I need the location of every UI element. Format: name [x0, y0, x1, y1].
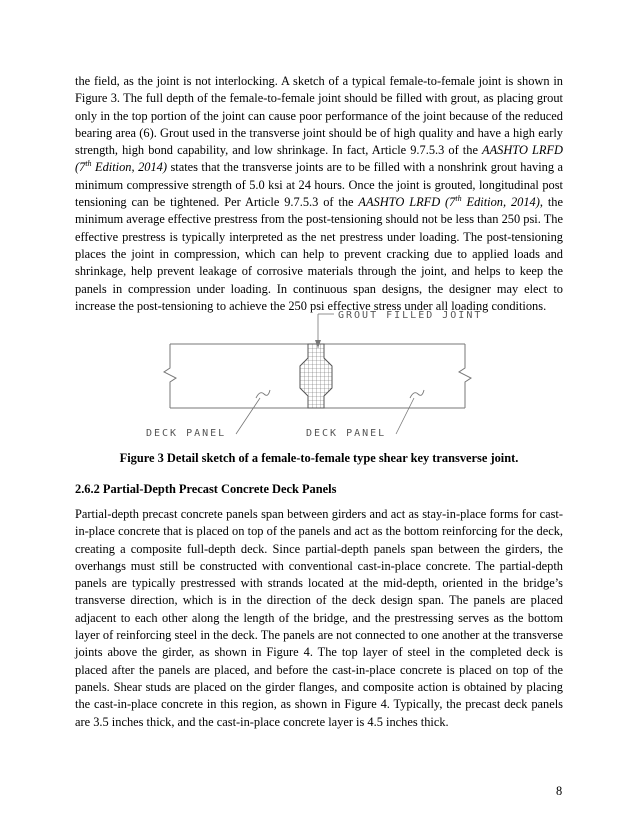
paragraph-text: the field, as the joint is not interlocking. A sketch of a typical female-to-female joint is shown in Figure 3. The full depth of the female-to-female joint should be filled with grout, as placing grout only in the top portion of the joint can cause poor performance of the joint because of the reduced bearing area (6). Grout used in the transverse joint should be of high quality and have a high early strength, high bond capability, and low shrinkage. In fact, Article 9.7.5.3 of the — [75, 74, 563, 158]
left-break-line — [164, 344, 176, 408]
figure-3-joint-sketch — [120, 300, 520, 445]
paragraph-text: states that the transverse joints are to be filled with a nonshrink grout having a minimum compressive strength of 5.0 ksi at 24 hours. Once the joint is grouted, longitudinal post tensioning can be tightened. Per Article 9.7.5.3 of the — [75, 160, 563, 210]
strand-symbol-left — [256, 390, 270, 398]
citation-aashto-1: AASHTO LRFD (7th Edition, 2014) — [75, 143, 563, 175]
deck-panel-label-left: DECK PANEL — [146, 428, 227, 439]
paragraph-text: , the minimum average effective prestress from the post-tensioning should not be less than 250 psi. The effective prestress is typically interpreted as the net prestress under loading. The post-tensioning places the joint in compression, which can help to prevent cracking due to applied loads and shrinkage, help prevent leakage of corrosive materials through the joint, and helps to keep the panels in compression under loading. In continuous span designs, the designer may elect to increase the post-tensioning to achieve the 250 psi effective stress under all loading conditions. — [75, 195, 563, 313]
body-paragraph-1 — [75, 73, 563, 315]
deck-panel-label-right: DECK PANEL — [306, 428, 387, 439]
grout-filled-joint-label: GROUT FILLED JOINT — [338, 310, 483, 321]
grout-filled-joint — [300, 344, 332, 408]
strand-symbol-right — [410, 390, 424, 398]
deck-leader-left — [236, 398, 260, 434]
joint-diagram — [120, 300, 520, 445]
section-heading: 2.6.2 Partial-Depth Precast Concrete Deck Panels — [75, 482, 337, 496]
figure-3-caption: Figure 3 Detail sketch of a female-to-female type shear key transverse joint. — [119, 451, 519, 465]
right-break-line — [459, 344, 471, 408]
citation-aashto-2: AASHTO LRFD (7th Edition, 2014) — [358, 193, 540, 210]
deck-leader-right — [396, 398, 414, 434]
body-paragraph-2: Partial-depth precast concrete panels span between girders and act as stay-in-place forms for cast-in-place concrete that is placed on top of the panels and act as the bottom reinforcing for the deck, creating a composite full-depth deck. Since partial-depth panels span between the girders, the overhangs must still be constructed with conventional cast-in-place concrete. The partial-depth panels are typically prestressed with strands located at the mid-depth, oriented in the bridge’s transverse direction, which is in the direction of the deck design span. The panels are placed adjacent to each other along the length of the bridge, and the prestressing serves as the bottom layer of reinforcing steel in the deck. The panels are not connected to one another at the transverse joints above the girder, as shown in Figure 4. The top layer of steel in the completed deck is placed after the panels are placed, and before the cast-in-place concrete is placed on top of the panels. Shear studs are placed on the girder flanges, and composite action is obtained by placing the cast-in-place concrete in this region, as shown in Figure 4. Typically, the precast deck panels are 3.5 inches thick, and the cast-in-place concrete layer is 4.5 inches thick. — [75, 507, 563, 729]
page-number: 8 — [556, 784, 563, 798]
